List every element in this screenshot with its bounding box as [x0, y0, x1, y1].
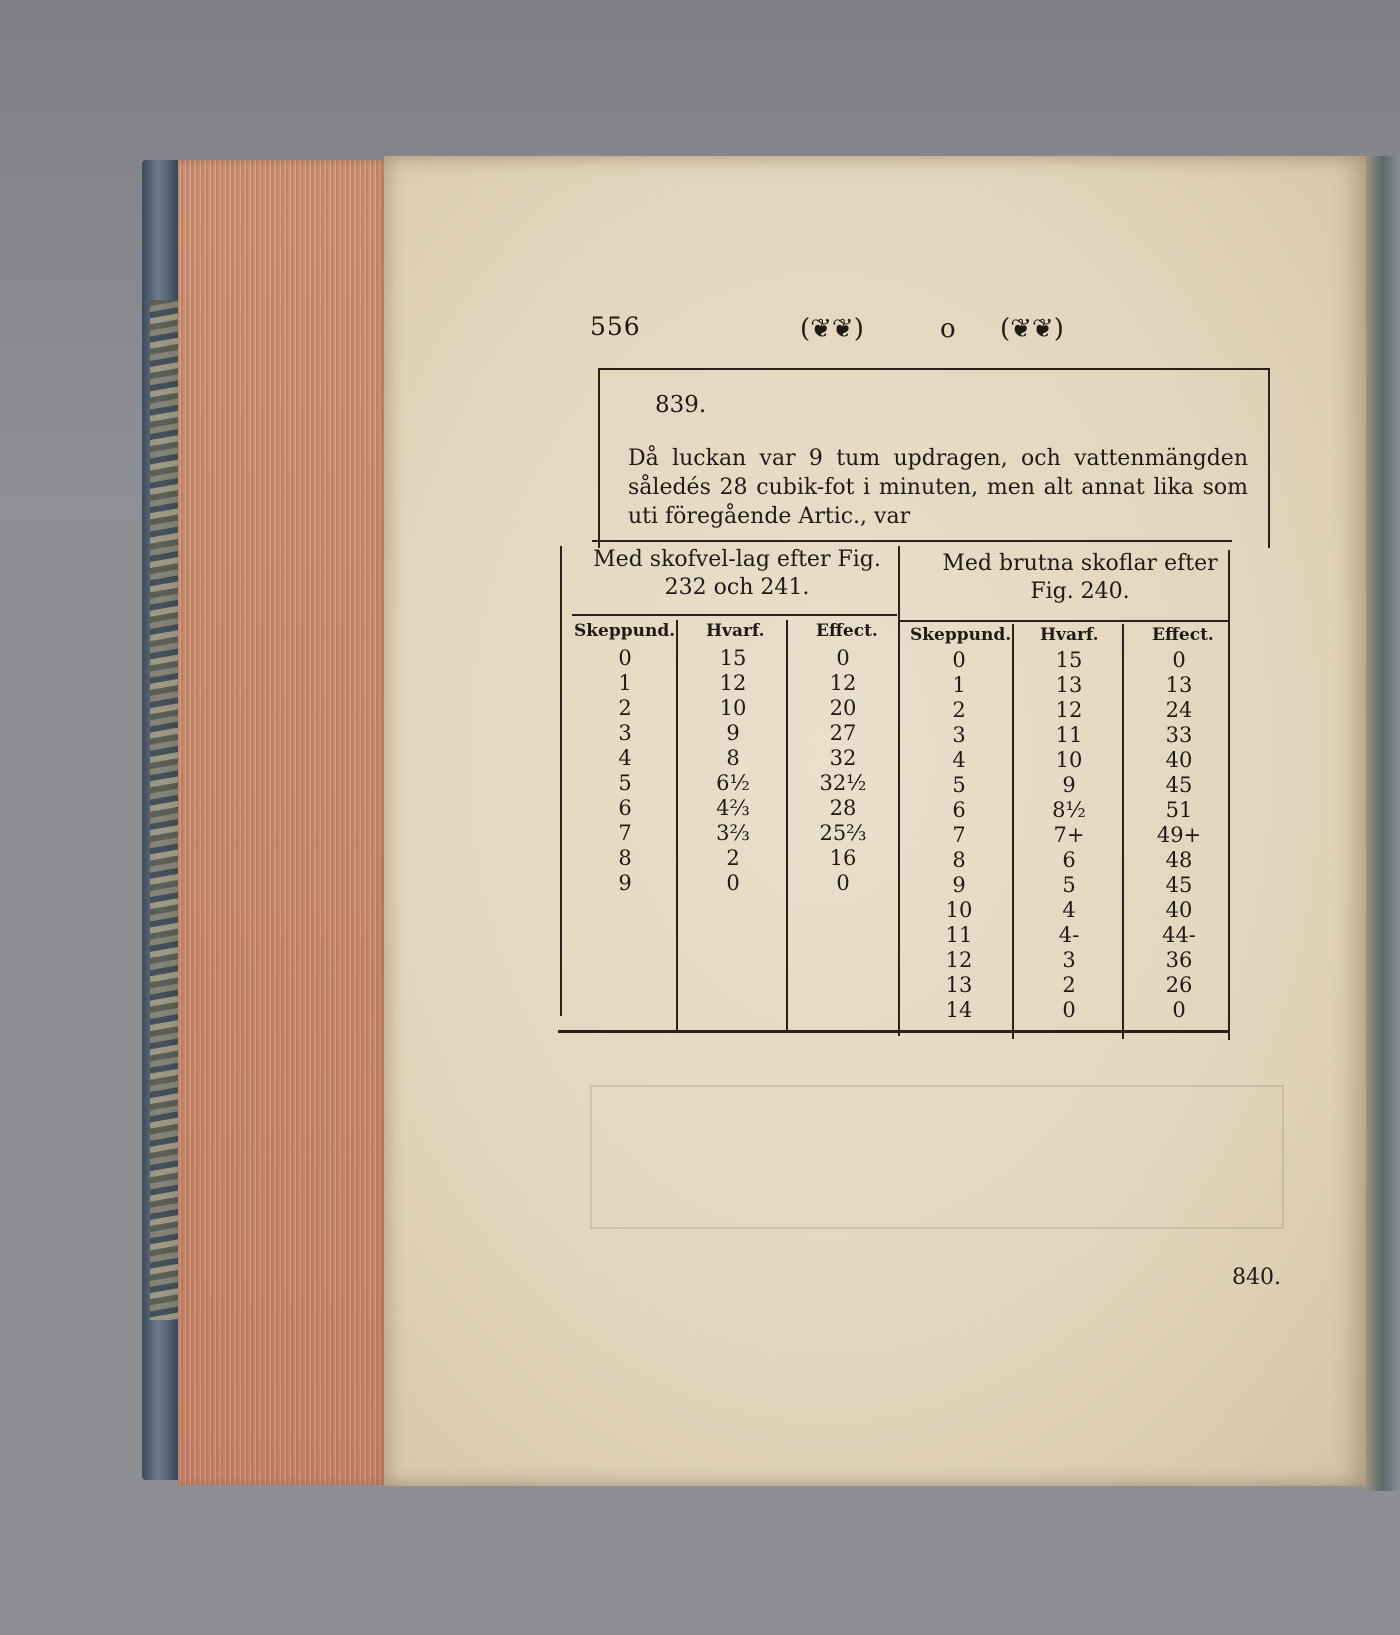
- table-cell-effect: 0: [1172, 998, 1186, 1022]
- table-cell-effect: 45: [1165, 773, 1193, 797]
- right-effect-column: [1134, 648, 1224, 1023]
- bottom-rule: [558, 1030, 1230, 1033]
- table-cell-effect: 26: [1165, 973, 1193, 997]
- table-cell-skeppund: 6: [952, 798, 966, 822]
- table-cell-hvarf: 3⅔: [716, 821, 750, 845]
- table-cell-effect: 44-: [1162, 923, 1196, 947]
- table-cell-effect: 0: [1172, 648, 1186, 672]
- left-col-divider-1: [676, 620, 678, 1030]
- left-col-divider-2: [786, 620, 788, 1030]
- table-cell-hvarf: 8½: [1052, 798, 1086, 822]
- right-col-hvarf-header: Hvarf.: [1040, 625, 1099, 645]
- table-cell-effect: 0: [836, 646, 850, 670]
- left-col-skeppund-header: Skeppund.: [574, 621, 676, 641]
- table-cell-hvarf: 4-: [1058, 923, 1080, 947]
- table-cell-skeppund: 1: [618, 671, 632, 695]
- table-cell-skeppund: 1: [952, 673, 966, 697]
- ornament-right: (❦❦): [1000, 314, 1064, 344]
- table-cell-skeppund: 13: [945, 973, 973, 997]
- table-cell-hvarf: 2: [726, 846, 740, 870]
- marbled-cover: [150, 300, 178, 1320]
- table-cell-hvarf: 8: [726, 746, 740, 770]
- table-cell-effect: 51: [1165, 798, 1193, 822]
- table-cell-skeppund: 10: [945, 898, 973, 922]
- book-cover-right: [1366, 156, 1400, 1491]
- left-subhead-rule: [572, 614, 897, 616]
- table-cell-hvarf: 9: [726, 721, 740, 745]
- table-cell-skeppund: 3: [618, 721, 632, 745]
- table-cell-skeppund: 9: [952, 873, 966, 897]
- table-cell-effect: 24: [1165, 698, 1193, 722]
- outer-right-rule: [1228, 550, 1230, 1040]
- right-table-heading: Med brutna skoflar efter Fig. 240.: [942, 551, 1218, 604]
- table-cell-hvarf: 6: [1062, 848, 1076, 872]
- table-cell-skeppund: 6: [618, 796, 632, 820]
- table-cell-effect: 20: [829, 696, 857, 720]
- table-cell-hvarf: 6½: [716, 771, 750, 795]
- table-cell-hvarf: 15: [1055, 648, 1083, 672]
- table-cell-hvarf: 4⅔: [716, 796, 750, 820]
- table-cell-effect: 33: [1165, 723, 1193, 747]
- data-table: [574, 362, 1290, 1082]
- table-cell-hvarf: 11: [1055, 723, 1083, 747]
- table-cell-skeppund: 7: [618, 821, 632, 845]
- table-cell-effect: 45: [1165, 873, 1193, 897]
- left-table-heading: Med skofvel-lag efter Fig. 232 och 241.: [593, 547, 881, 600]
- table-cell-hvarf: 3: [1062, 948, 1076, 972]
- frame-right-rule: [1268, 368, 1270, 548]
- table-cell-skeppund: 3: [952, 723, 966, 747]
- table-cell-hvarf: 7+: [1053, 823, 1085, 847]
- frame-top-rule: [598, 368, 1270, 370]
- right-subhead-rule: [900, 620, 1230, 622]
- table-cell-skeppund: 14: [945, 998, 973, 1022]
- table-cell-hvarf: 0: [726, 871, 740, 895]
- table-cell-effect: 40: [1165, 748, 1193, 772]
- frame-left-rule: [598, 368, 600, 548]
- table-cell-effect: 49+: [1156, 823, 1202, 847]
- table-cell-skeppund: 0: [952, 648, 966, 672]
- table-cell-skeppund: 4: [952, 748, 966, 772]
- table-cell-effect: 40: [1165, 898, 1193, 922]
- table-cell-effect: 27: [829, 721, 857, 745]
- table-cell-hvarf: 0: [1062, 998, 1076, 1022]
- table-cell-hvarf: 5: [1062, 873, 1076, 897]
- center-mark: o: [940, 314, 956, 344]
- table-cell-skeppund: 2: [952, 698, 966, 722]
- table-cell-skeppund: 7: [952, 823, 966, 847]
- table-cell-hvarf: 9: [1062, 773, 1076, 797]
- table-cell-skeppund: 9: [618, 871, 632, 895]
- right-col-divider-2: [1122, 624, 1124, 1039]
- table-cell-hvarf: 4: [1062, 898, 1076, 922]
- outer-left-rule: [560, 546, 562, 1016]
- running-header: [590, 312, 1110, 352]
- article-number: 839.: [655, 392, 707, 418]
- right-col-skeppund-header: Skeppund.: [910, 625, 1012, 645]
- left-hvarf-column: [688, 646, 778, 896]
- table-cell-effect: 32: [829, 746, 857, 770]
- right-skeppund-column: [914, 648, 1004, 1023]
- catchword: 840.: [1232, 1265, 1281, 1290]
- table-cell-effect: 12: [829, 671, 857, 695]
- page-edges: [178, 160, 388, 1485]
- table-cell-effect: 13: [1165, 673, 1193, 697]
- table-cell-skeppund: 8: [618, 846, 632, 870]
- table-cell-effect: 48: [1165, 848, 1193, 872]
- left-skeppund-column: [580, 646, 670, 896]
- table-cell-skeppund: 11: [945, 923, 973, 947]
- table-cell-effect: 36: [1165, 948, 1193, 972]
- left-col-hvarf-header: Hvarf.: [706, 621, 765, 641]
- table-cell-skeppund: 8: [952, 848, 966, 872]
- table-cell-effect: 0: [836, 871, 850, 895]
- bleed-through-table: [590, 1085, 1284, 1229]
- table-cell-skeppund: 2: [618, 696, 632, 720]
- table-cell-effect: 25⅔: [819, 821, 867, 845]
- table-cell-hvarf: 2: [1062, 973, 1076, 997]
- ornament-left: (❦❦): [800, 314, 864, 344]
- table-cell-hvarf: 12: [1055, 698, 1083, 722]
- right-col-effect-header: Effect.: [1152, 625, 1214, 645]
- table-cell-hvarf: 13: [1055, 673, 1083, 697]
- table-cell-skeppund: 5: [952, 773, 966, 797]
- table-cell-effect: 28: [829, 796, 857, 820]
- table-cell-skeppund: 0: [618, 646, 632, 670]
- table-cell-effect: 32½: [819, 771, 867, 795]
- page-number: 556: [590, 312, 641, 341]
- table-cell-skeppund: 5: [618, 771, 632, 795]
- table-cell-hvarf: 10: [719, 696, 747, 720]
- table-cell-hvarf: 15: [719, 646, 747, 670]
- left-col-effect-header: Effect.: [816, 621, 878, 641]
- right-hvarf-column: [1024, 648, 1114, 1023]
- article-text: Då luckan var 9 tum updragen, och vattenmängden såledés 28 cubik-fot i minuten, men alt annat lika som uti föregående Artic., var: [628, 446, 1248, 529]
- table-cell-hvarf: 12: [719, 671, 747, 695]
- table-cell-effect: 16: [829, 846, 857, 870]
- table-cell-hvarf: 10: [1055, 748, 1083, 772]
- table-cell-skeppund: 12: [945, 948, 973, 972]
- heading-rule: [592, 540, 1232, 542]
- left-effect-column: [798, 646, 888, 896]
- table-cell-skeppund: 4: [618, 746, 632, 770]
- right-col-divider-1: [1012, 624, 1014, 1039]
